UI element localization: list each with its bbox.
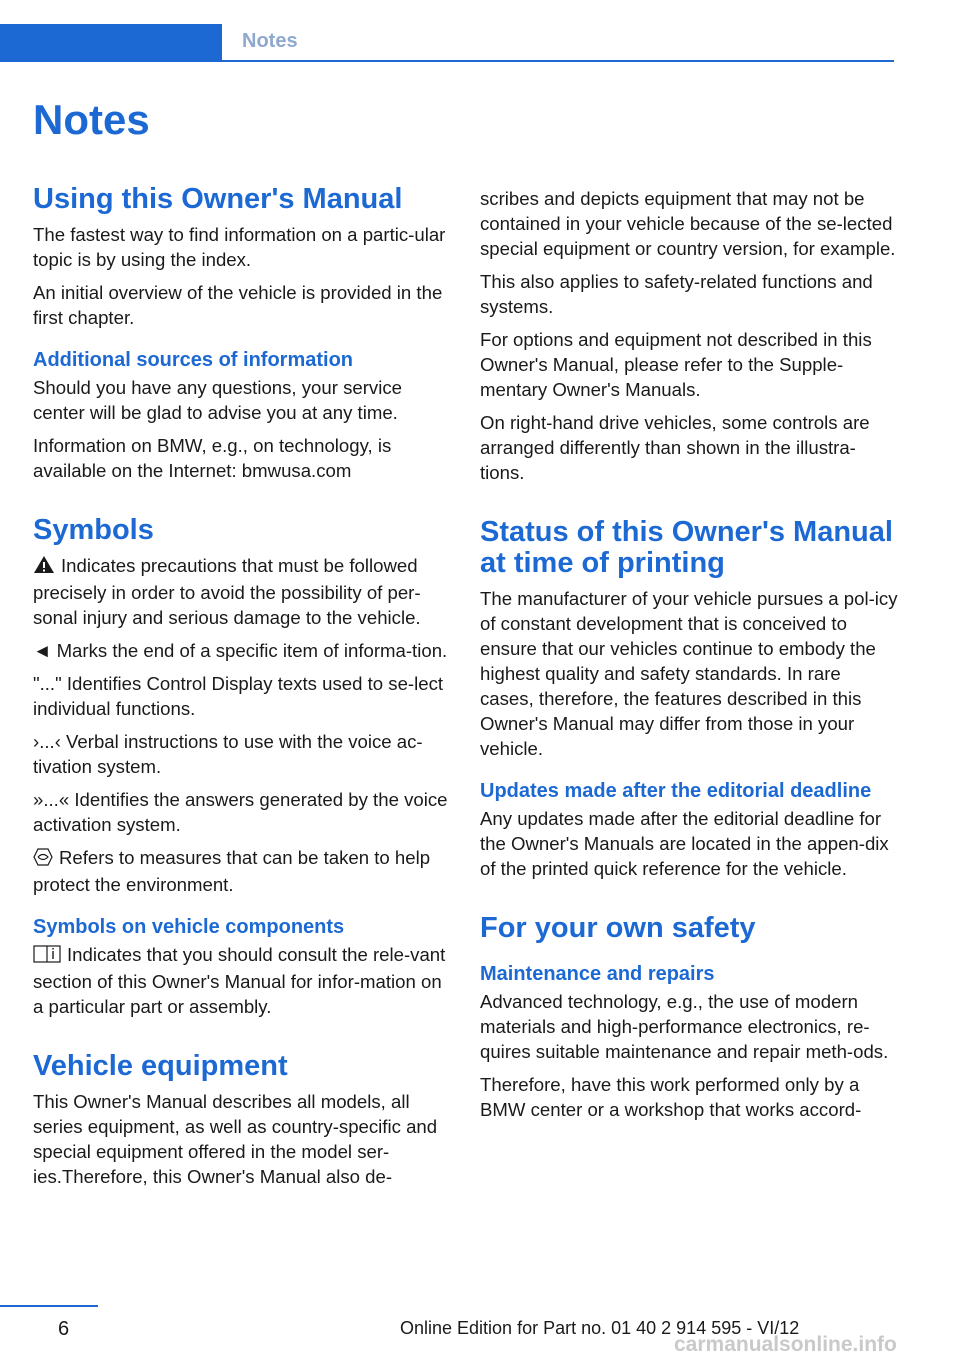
heading-using-manual: Using this Owner's Manual <box>33 183 403 215</box>
paragraph: Should you have any questions, your service center will be glad to advise you at any time. <box>33 377 402 423</box>
footer-divider <box>0 1305 98 1307</box>
paragraph: Any updates made after the editorial deadline for the Owner's Manuals are located in the appen‐dix of the printed quick reference for the vehicle. <box>480 808 889 879</box>
symbol-warning-item <box>33 553 451 630</box>
paragraph: Advanced technology, e.g., the use of modern materials and high-performance electronics, re‐quires suitable maintenance and repair meth‐ods. <box>480 991 889 1062</box>
watermark: carmanualsonline.info <box>674 1333 897 1356</box>
symbol-manual-item <box>33 942 451 1019</box>
paragraph: On right-hand drive vehicles, some controls are arranged differently than shown in the illustra‐tions. <box>480 412 870 483</box>
heading-status: Status of this Owner's Manual at time of printing <box>480 516 893 579</box>
paragraph: "..." Identifies Control Display texts used to se‐lect individual functions. <box>33 673 444 719</box>
heading-symbols: Symbols <box>33 514 154 546</box>
symbol-environment-text: Refers to measures that can be taken to help protect the environment. <box>33 847 431 895</box>
symbol-environment-item <box>33 845 451 897</box>
paragraph: This also applies to safety-related functions and systems. <box>480 271 873 317</box>
paragraph: Information on BMW, e.g., on technology, is available on the Internet: bmwusa.com <box>33 435 392 481</box>
heading-symbols-components: Symbols on vehicle components <box>33 916 345 938</box>
paragraph: This Owner's Manual describes all models, all series equipment, as well as country-specific and special equipment offered in the model ser‐ies.Therefore, this Owner's Manual also de‐ <box>33 1091 438 1187</box>
paragraph: »...« Identifies the answers generated by the voice activation system. <box>33 789 448 835</box>
paragraph: ›...‹ Verbal instructions to use with the voice ac‐tivation system. <box>33 731 423 777</box>
heading-safety: For your own safety <box>480 912 756 944</box>
heading-updates: Updates made after the editorial deadline <box>480 780 872 802</box>
symbol-warning-text: Indicates precautions that must be followed precisely in order to avoid the possibility of per‐sonal injury and serious damage to the vehicle. <box>33 555 421 628</box>
left-column <box>33 184 451 1197</box>
paragraph: ◄ Marks the end of a specific item of informa‐tion. <box>33 640 448 661</box>
paragraph: scribes and depicts equipment that may not be contained in your vehicle because of the se‐lected special equipment or country version, for example. <box>480 188 896 259</box>
page-title: Notes <box>33 96 150 143</box>
manual-book-icon <box>33 944 61 969</box>
header-divider <box>222 60 894 62</box>
paragraph: The manufacturer of your vehicle pursues a pol‐icy of constant development that is conceived to ensure that our vehicles continue to embody the highest quality and safety standards. In rare cases, therefore, the features described in this Owner's Manual may differ from those in your vehicle. <box>480 588 898 759</box>
header-bar <box>0 24 222 62</box>
symbol-manual-text: Indicates that you should consult the rele‐vant section of this Owner's Manual for infor‐mation on a particular part or assembly. <box>33 944 446 1017</box>
heading-maintenance: Maintenance and repairs <box>480 963 715 985</box>
right-column <box>480 186 898 1130</box>
paragraph: The fastest way to find information on a partic‐ular topic is by using the index. <box>33 224 446 270</box>
heading-vehicle-equipment: Vehicle equipment <box>33 1050 288 1082</box>
paragraph: An initial overview of the vehicle is provided in the first chapter. <box>33 282 443 328</box>
heading-additional-sources: Additional sources of information <box>33 349 354 371</box>
paragraph: For options and equipment not described in this Owner's Manual, please refer to the Supple‐mentary Owner's Manuals. <box>480 329 872 400</box>
page-number: 6 <box>58 1318 70 1340</box>
environment-icon <box>33 847 53 872</box>
paragraph: Therefore, have this work performed only by a BMW center or a workshop that works accord‐ <box>480 1074 862 1120</box>
header-section-label: Notes <box>242 30 298 52</box>
warning-icon <box>33 555 55 580</box>
edition-text: Online Edition for Part no. 01 40 2 914 595 - VI/12 <box>400 1318 800 1338</box>
